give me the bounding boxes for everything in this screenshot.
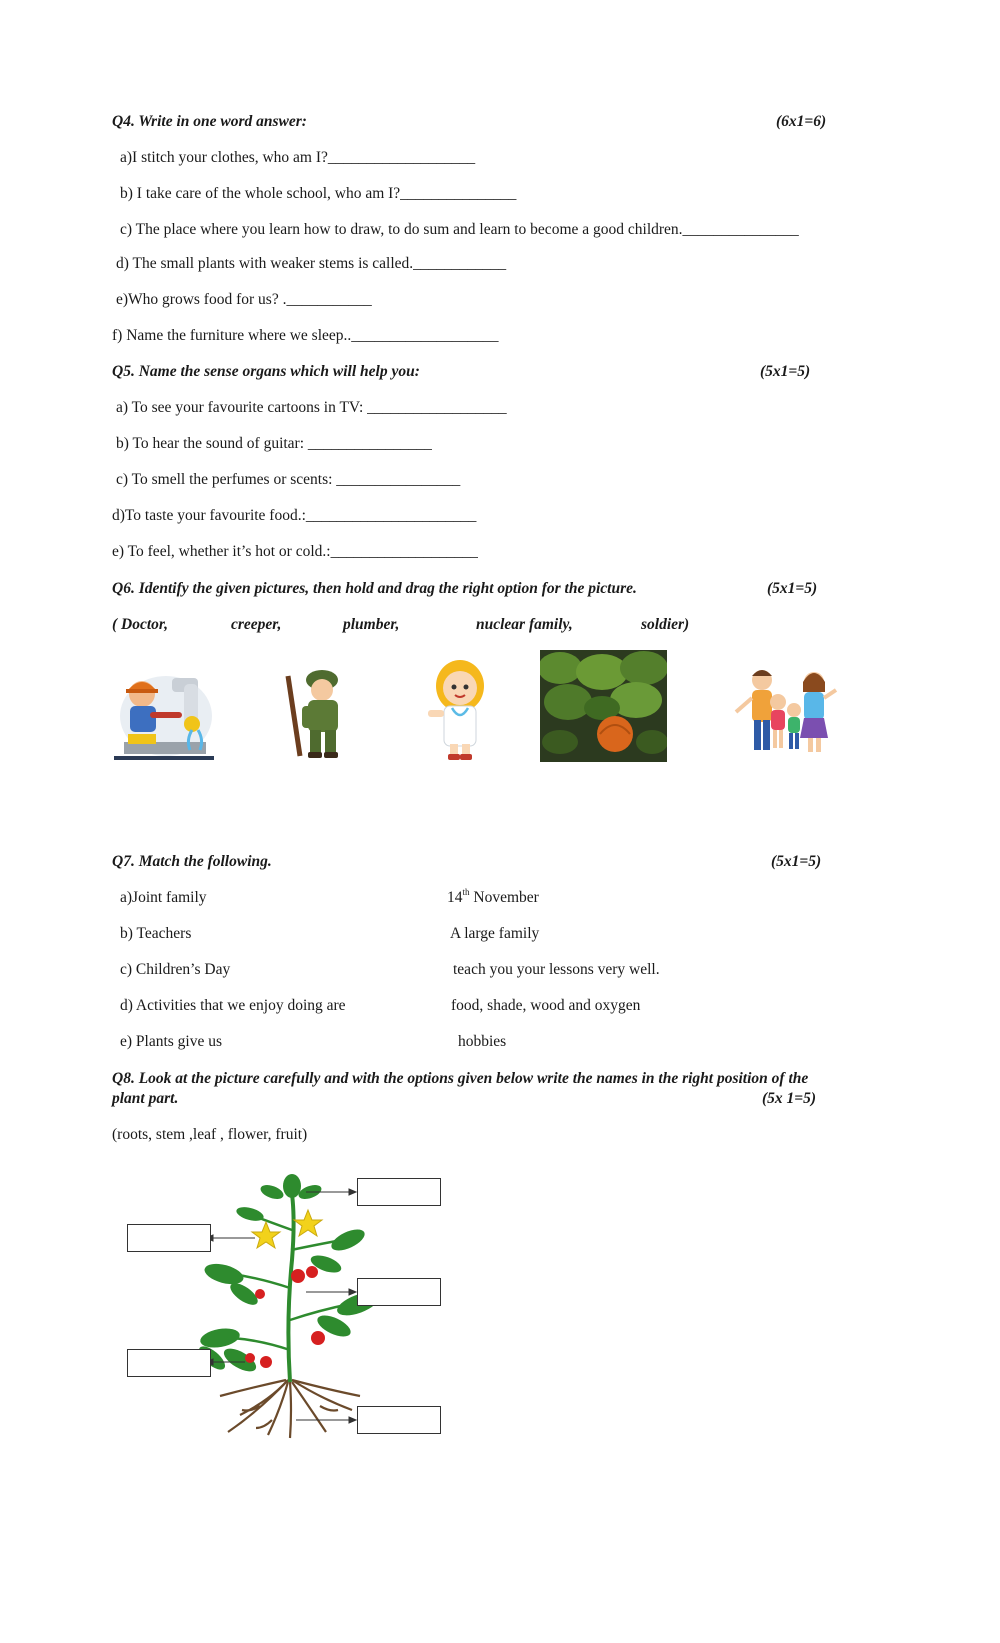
q5-item-d: d)To taste your favourite food.:______________________ bbox=[112, 507, 477, 524]
option-nuclear-family[interactable]: nuclear family, bbox=[476, 616, 573, 633]
stem-drawing bbox=[288, 1182, 293, 1382]
q6-marks: (5x1=5) bbox=[767, 580, 818, 597]
q4-item-b: b) I take care of the whole school, who am I?_______________ bbox=[120, 185, 517, 202]
answer-box-top-right[interactable] bbox=[357, 1178, 441, 1206]
q7-right-2: A large family bbox=[450, 925, 540, 942]
answer-box-middle-right[interactable] bbox=[357, 1278, 441, 1306]
q7-right-4: food, shade, wood and oxygen bbox=[451, 997, 641, 1014]
roots-drawing bbox=[220, 1380, 360, 1438]
q8-heading-line1: Q8. Look at the picture carefully and with the options given below write the names in the right position of the bbox=[112, 1070, 809, 1087]
q4-item-e: e)Who grows food for us? .___________ bbox=[116, 291, 372, 308]
q7-left-e: e) Plants give us bbox=[120, 1033, 223, 1050]
q7-left-a: a)Joint family bbox=[120, 889, 207, 906]
q7-right-1 bbox=[447, 887, 539, 906]
family-picture[interactable] bbox=[730, 660, 840, 760]
q5-marks: (5x1=5) bbox=[760, 363, 811, 380]
option-plumber[interactable]: plumber, bbox=[343, 616, 400, 633]
q4-item-d: d) The small plants with weaker stems is called.____________ bbox=[116, 255, 507, 272]
q8-heading-line2: plant part. bbox=[112, 1090, 179, 1107]
q6-heading: Q6. Identify the given pictures, then hold and drag the right option for the picture. bbox=[112, 580, 637, 597]
q7-right-1-month: November bbox=[469, 889, 539, 906]
option-creeper[interactable]: creeper, bbox=[231, 616, 282, 633]
q5-item-c: c) To smell the perfumes or scents: ________________ bbox=[116, 471, 461, 488]
option-doctor[interactable]: ( Doctor, bbox=[112, 616, 168, 633]
q7-right-1-suffix: th bbox=[462, 887, 470, 897]
answer-box-bottom-right[interactable] bbox=[357, 1406, 441, 1434]
q7-right-3: teach you your lessons very well. bbox=[453, 961, 660, 978]
q4-item-c: c) The place where you learn how to draw, to do sum and learn to become a good children._______________ bbox=[120, 221, 799, 238]
q5-item-a: a) To see your favourite cartoons in TV: __________________ bbox=[116, 399, 507, 416]
q8-marks: (5x 1=5) bbox=[762, 1090, 817, 1107]
q7-marks: (5x1=5) bbox=[771, 853, 822, 870]
creeper-picture[interactable] bbox=[540, 650, 667, 762]
fruits-drawing bbox=[245, 1266, 325, 1368]
q8-options: (roots, stem ,leaf , flower, fruit) bbox=[112, 1126, 308, 1143]
q7-left-d: d) Activities that we enjoy doing are bbox=[120, 997, 346, 1014]
q7-right-1-number: 14 bbox=[447, 889, 463, 906]
option-soldier[interactable]: soldier) bbox=[641, 616, 690, 633]
answer-box-lower-left[interactable] bbox=[127, 1349, 211, 1377]
plumber-picture[interactable] bbox=[114, 664, 214, 762]
q7-right-5: hobbies bbox=[458, 1033, 507, 1050]
q4-item-a: a)I stitch your clothes, who am I?___________________ bbox=[120, 149, 476, 166]
doctor-picture[interactable] bbox=[424, 656, 494, 762]
q4-item-f: f) Name the furniture where we sleep..___________________ bbox=[112, 327, 499, 344]
soldier-picture[interactable] bbox=[282, 664, 350, 762]
q7-left-b: b) Teachers bbox=[120, 925, 192, 942]
q7-heading: Q7. Match the following. bbox=[112, 853, 272, 870]
q5-heading: Q5. Name the sense organs which will help you: bbox=[112, 363, 420, 380]
answer-box-upper-left[interactable] bbox=[127, 1224, 211, 1252]
q4-marks: (6x1=6) bbox=[776, 113, 827, 130]
q5-item-e: e) To feel, whether it’s hot or cold.:___________________ bbox=[112, 543, 478, 560]
q4-heading: Q4. Write in one word answer: bbox=[112, 113, 307, 130]
q7-left-c: c) Children’s Day bbox=[120, 961, 231, 978]
q5-item-b: b) To hear the sound of guitar: ________________ bbox=[116, 435, 432, 452]
